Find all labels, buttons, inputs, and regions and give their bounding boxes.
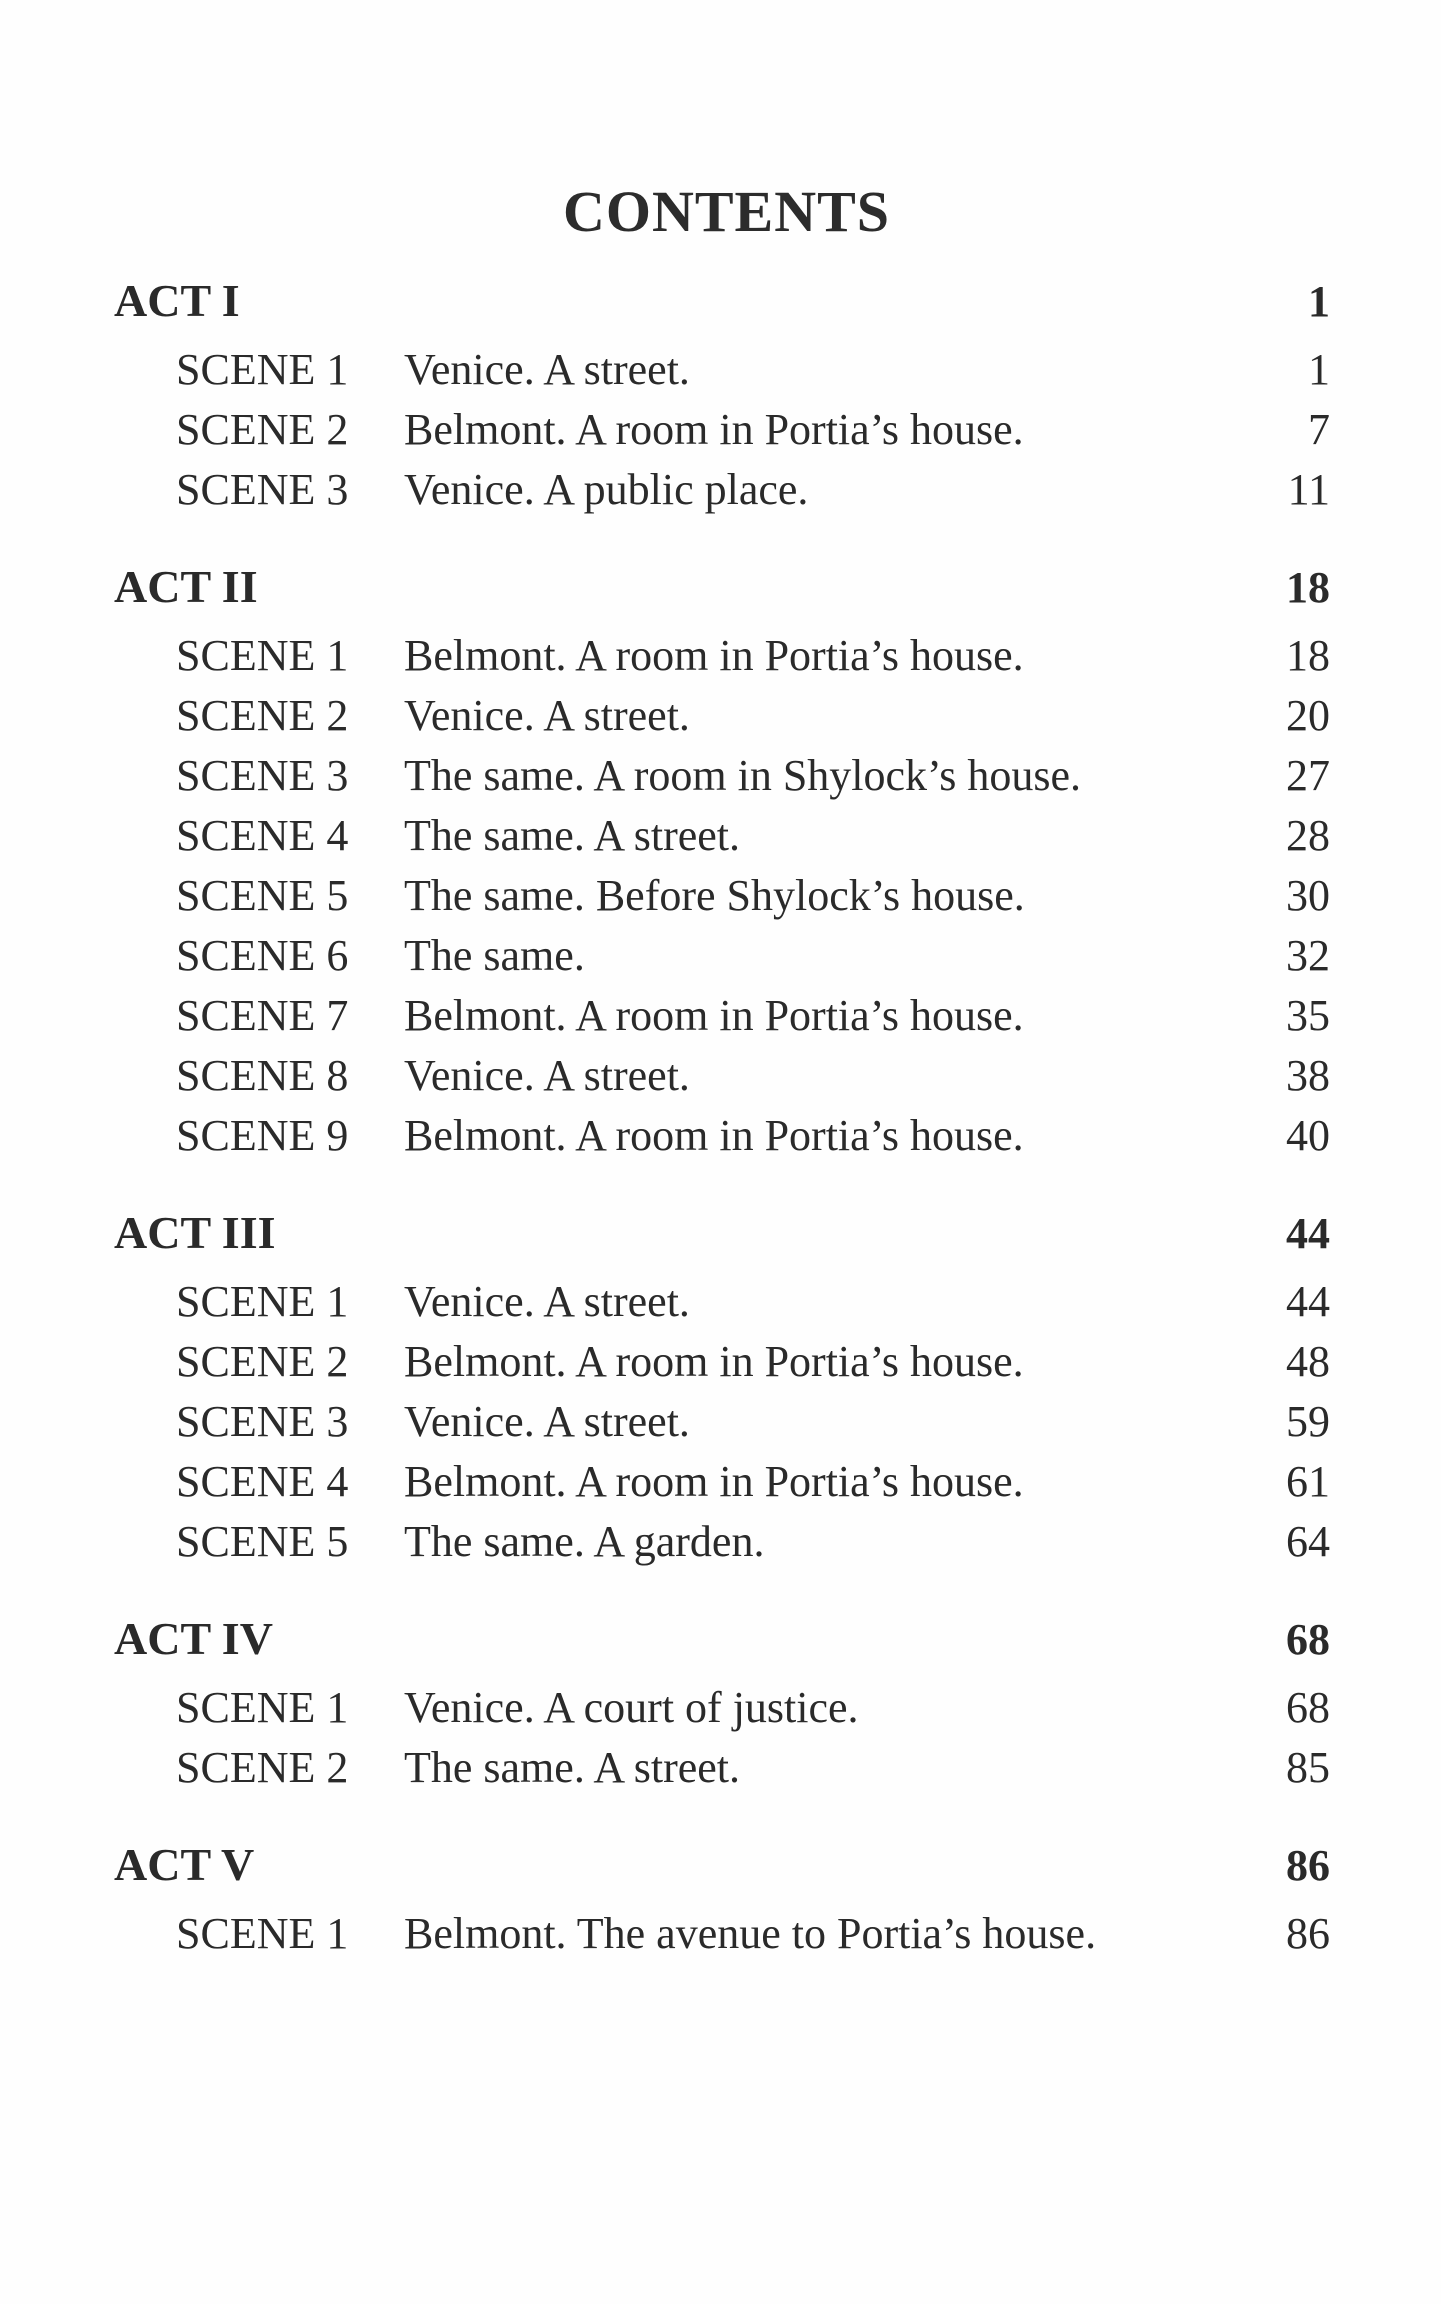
scene-label: SCENE 2: [176, 691, 349, 740]
scene-label: SCENE 5: [176, 871, 349, 920]
scene-entry[interactable]: [114, 746, 1334, 806]
scene-description: Belmont. A room in Portia’s house.: [404, 1457, 1024, 1506]
scene-description: Belmont. A room in Portia’s house.: [404, 1111, 1024, 1160]
scene-list: [114, 626, 1334, 1166]
scene-description: The same. Before Shylock’s house.: [404, 871, 1025, 920]
scene-page-number: 44: [1286, 1277, 1330, 1326]
scene-label: SCENE 5: [176, 1517, 349, 1566]
scene-label: SCENE 6: [176, 931, 349, 980]
scene-page-number: 68: [1286, 1683, 1330, 1732]
scene-entry[interactable]: [114, 340, 1334, 400]
act-heading[interactable]: [114, 548, 1334, 626]
scene-entry[interactable]: [114, 1512, 1334, 1572]
scene-label: SCENE 1: [176, 1909, 349, 1958]
scene-list: [114, 1904, 1334, 1964]
scene-page-number: 40: [1286, 1111, 1330, 1160]
scene-label: SCENE 3: [176, 465, 349, 514]
scene-label: SCENE 9: [176, 1111, 349, 1160]
scene-description: The same. A street.: [404, 1743, 741, 1792]
scene-entry[interactable]: [114, 1106, 1334, 1166]
scene-list: [114, 1678, 1334, 1798]
scene-description: The same. A street.: [404, 811, 741, 860]
scene-label: SCENE 8: [176, 1051, 349, 1100]
scene-page-number: 64: [1286, 1517, 1330, 1566]
scene-page-number: 20: [1286, 691, 1330, 740]
scene-page-number: 11: [1287, 465, 1330, 514]
scene-entry[interactable]: [114, 1904, 1334, 1964]
scene-description: Venice. A court of justice.: [404, 1683, 859, 1732]
scene-entry[interactable]: [114, 400, 1334, 460]
act-heading[interactable]: [114, 1600, 1334, 1678]
scene-entry[interactable]: [114, 1332, 1334, 1392]
scene-entry[interactable]: [114, 686, 1334, 746]
scene-description: The same. A garden.: [404, 1517, 765, 1566]
scene-label: SCENE 7: [176, 991, 349, 1040]
scene-label: SCENE 2: [176, 1743, 349, 1792]
scene-page-number: 61: [1286, 1457, 1330, 1506]
act-heading[interactable]: [114, 1194, 1334, 1272]
scene-description: Belmont. A room in Portia’s house.: [404, 631, 1024, 680]
scene-page-number: 85: [1286, 1743, 1330, 1792]
scene-description: Venice. A street.: [404, 1397, 690, 1446]
scene-page-number: 35: [1286, 991, 1330, 1040]
act-label: ACT V: [114, 1839, 255, 1890]
act-page-number: 18: [1286, 563, 1330, 612]
scene-description: The same.: [404, 931, 585, 980]
act-section-2: [114, 548, 1334, 1166]
scene-description: Belmont. A room in Portia’s house.: [404, 991, 1024, 1040]
scene-entry[interactable]: [114, 1678, 1334, 1738]
scene-page-number: 7: [1308, 405, 1330, 454]
scene-entry[interactable]: [114, 1272, 1334, 1332]
scene-description: Venice. A public place.: [404, 465, 809, 514]
act-label: ACT I: [114, 275, 240, 326]
scene-label: SCENE 1: [176, 1683, 349, 1732]
scene-description: Venice. A street.: [404, 345, 690, 394]
scene-list: [114, 340, 1334, 520]
scene-entry[interactable]: [114, 1392, 1334, 1452]
scene-page-number: 30: [1286, 871, 1330, 920]
act-label: ACT IV: [114, 1613, 273, 1664]
scene-description: Belmont. The avenue to Portia’s house.: [404, 1909, 1097, 1958]
scene-label: SCENE 1: [176, 1277, 349, 1326]
act-section-5: [114, 1826, 1334, 1964]
scene-entry[interactable]: [114, 626, 1334, 686]
act-heading[interactable]: [114, 262, 1334, 340]
scene-description: Venice. A street.: [404, 691, 690, 740]
scene-page-number: 38: [1286, 1051, 1330, 1100]
scene-label: SCENE 4: [176, 1457, 349, 1506]
scene-label: SCENE 1: [176, 631, 349, 680]
scene-entry[interactable]: [114, 1738, 1334, 1798]
scene-entry[interactable]: [114, 1046, 1334, 1106]
scene-entry[interactable]: [114, 866, 1334, 926]
scene-entry[interactable]: [114, 1452, 1334, 1512]
scene-entry[interactable]: [114, 806, 1334, 866]
scene-entry[interactable]: [114, 926, 1334, 986]
scene-page-number: 32: [1286, 931, 1330, 980]
act-page-number: 68: [1286, 1615, 1330, 1664]
scene-label: SCENE 4: [176, 811, 349, 860]
scene-page-number: 27: [1286, 751, 1330, 800]
scene-description: Belmont. A room in Portia’s house.: [404, 1337, 1024, 1386]
scene-label: SCENE 2: [176, 405, 349, 454]
act-label: ACT II: [114, 561, 258, 612]
scene-page-number: 86: [1286, 1909, 1330, 1958]
scene-list: [114, 1272, 1334, 1572]
act-section-1: [114, 262, 1334, 520]
scene-description: The same. A room in Shylock’s house.: [404, 751, 1082, 800]
scene-page-number: 48: [1286, 1337, 1330, 1386]
act-heading[interactable]: [114, 1826, 1334, 1904]
scene-entry[interactable]: [114, 460, 1334, 520]
act-label: ACT III: [114, 1207, 276, 1258]
scene-label: SCENE 1: [176, 345, 349, 394]
page-title: CONTENTS: [562, 179, 891, 244]
scene-page-number: 59: [1286, 1397, 1330, 1446]
scene-label: SCENE 2: [176, 1337, 349, 1386]
scene-page-number: 28: [1286, 811, 1330, 860]
scene-label: SCENE 3: [176, 1397, 349, 1446]
scene-page-number: 1: [1308, 345, 1330, 394]
scene-description: Venice. A street.: [404, 1277, 690, 1326]
act-section-4: [114, 1600, 1334, 1798]
scene-description: Belmont. A room in Portia’s house.: [404, 405, 1024, 454]
act-page-number: 1: [1308, 277, 1330, 326]
scene-description: Venice. A street.: [404, 1051, 690, 1100]
scene-label: SCENE 3: [176, 751, 349, 800]
act-page-number: 44: [1286, 1209, 1330, 1258]
scene-entry[interactable]: [114, 986, 1334, 1046]
act-page-number: 86: [1286, 1841, 1330, 1890]
scene-page-number: 18: [1286, 631, 1330, 680]
act-section-3: [114, 1194, 1334, 1572]
table-of-contents: [114, 262, 1334, 1992]
